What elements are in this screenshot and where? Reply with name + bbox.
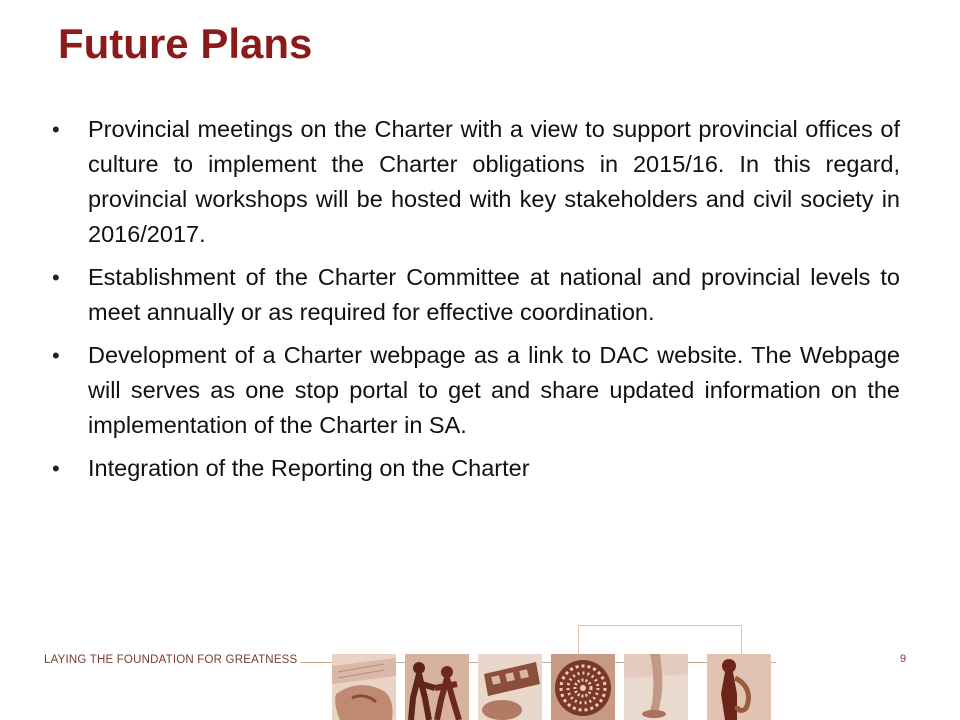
bullet-dot: • [52, 343, 60, 368]
bullet-dot: • [52, 265, 60, 290]
footer-image-strip [332, 654, 774, 720]
bullet-text: Integration of the Reporting on the Charter [88, 455, 530, 481]
bullet-text: Establishment of the Charter Committee at national and provincial levels to meet annually or as required for effective coordination. [88, 264, 900, 325]
saxophone-player-image [707, 654, 771, 720]
bullet-dot: • [52, 456, 60, 481]
bullet-text: Provincial meetings on the Charter with a view to support provincial offices of culture to implement the Charter obligations in 2015/16. In this regard, provincial workshops will be hosted with key stakeholders and civil society in 2016/2017. [88, 116, 900, 247]
hands-writing-image [332, 654, 396, 720]
bullet-item [50, 338, 900, 443]
bullet-item [50, 260, 900, 330]
footer-tagline: LAYING THE FOUNDATION FOR GREATNESS [44, 654, 298, 666]
film-reel-image [478, 654, 542, 720]
bullet-item [50, 451, 900, 486]
bullet-dot: • [52, 117, 60, 142]
ballet-shoe-image [624, 654, 688, 720]
slide-title: Future Plans [58, 20, 313, 67]
page-number: 9 [900, 653, 907, 665]
bullet-item [50, 112, 900, 252]
dancers-image [405, 654, 469, 720]
beadwork-image [551, 654, 615, 720]
bullet-list [50, 112, 900, 494]
bullet-text: Development of a Charter webpage as a link to DAC website. The Webpage will serves as one stop portal to get and share updated information on the implementation of the Charter in SA. [88, 342, 900, 438]
